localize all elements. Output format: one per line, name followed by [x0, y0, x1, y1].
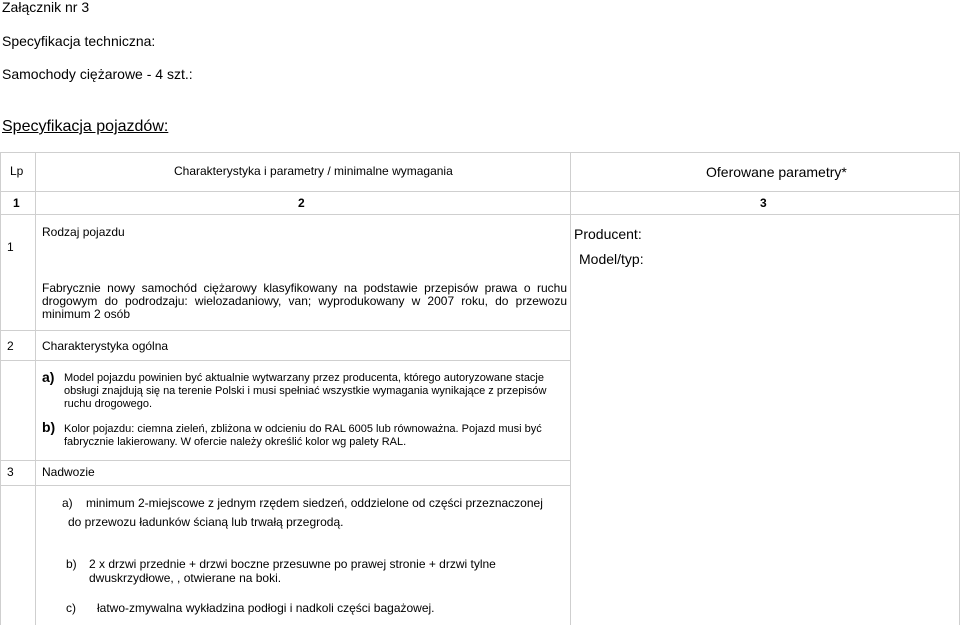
attachment-label: Załącznik nr 3 — [2, 0, 90, 15]
characteristics-header: Charakterystyka i parametry / minimalne wymagania — [174, 164, 453, 178]
row-3-number: 3 — [7, 465, 14, 479]
spec-title: Specyfikacja techniczna: — [2, 33, 156, 49]
row-2-title: Charakterystyka ogólna — [42, 339, 169, 353]
column-number-2: 2 — [298, 196, 305, 210]
column-number-3: 3 — [760, 196, 767, 210]
row-3-a-label: a) — [62, 496, 73, 510]
row-3-a-line-1: minimum 2-miejscowe z jednym rzędem siedzeń, oddzielone od części przeznaczonej — [86, 496, 543, 510]
producer-label: Producent: — [574, 226, 642, 242]
row-3-c-text: łatwo-zmywalna wykładzina podłogi i nadkoli części bagażowej. — [97, 601, 435, 615]
vehicles-spec-heading: Specyfikacja pojazdów: — [2, 118, 169, 135]
row-1-description: Fabrycznie nowy samochód ciężarowy klasyfikowany na podstawie przepisów prawa o ruchu drogowym do podrodzaju: wielozadaniowy, van; wyprodukowany w 2007 roku, do przewozu minimum 2 osób — [42, 281, 567, 321]
row-3-title: Nadwozie — [42, 465, 95, 479]
row-2-b-text: Kolor pojazdu: ciemna zieleń, zbliżona w odcieniu do RAL 6005 lub równoważna. Pojazd musi być fabrycznie lakierowany. W ofercie należy określić kolor wg palety RAL. — [64, 423, 542, 448]
row-3-b-line-2: dwuskrzydłowe, , otwierane na boki. — [89, 571, 282, 585]
vehicles-heading: Samochody ciężarowe - 4 szt.: — [2, 66, 193, 82]
row-2-a-label: a) — [42, 369, 55, 385]
model-label: Model/typ: — [579, 251, 644, 267]
row-1-number: 1 — [7, 240, 14, 254]
row-3-a-line-2: do przewozu ładunków ścianą lub trwałą przegrodą. — [68, 515, 344, 529]
row-3-b-line-1: 2 x drzwi przednie + drzwi boczne przesuwne po prawej stronie + drzwi tylne — [89, 557, 496, 571]
row-1-title: Rodzaj pojazdu — [42, 225, 125, 239]
offered-parameters-header: Oferowane parametry* — [706, 164, 847, 180]
row-2-a-text: Model pojazdu powinien być aktualnie wytwarzany przez producenta, którego autoryzowane stacje obsługi znajdują się na terenie Polski i musi spełniać wszystkie wymagania wynikające z przepisów ruchu drogowego. — [64, 372, 547, 410]
column-number-1: 1 — [13, 196, 20, 210]
row-3-b-label: b) — [66, 557, 77, 571]
row-2-b-label: b) — [42, 419, 56, 435]
row-3-c-label: c) — [66, 601, 76, 615]
lp-header: Lp — [10, 164, 24, 178]
row-2-number: 2 — [7, 339, 14, 353]
